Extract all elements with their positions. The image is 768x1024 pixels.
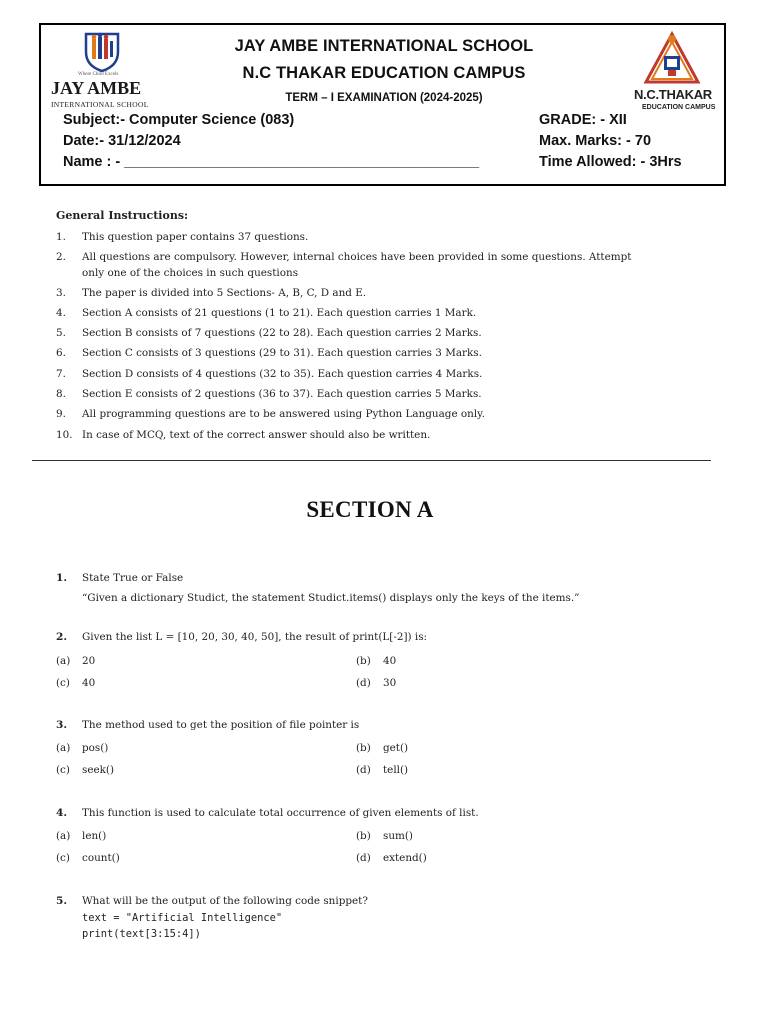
option-text: 40 [383,655,397,667]
logo-subtitle: EDUCATION CAMPUS [642,104,716,111]
option-text: count() [82,852,120,864]
question-text: The method used to get the position of file pointer is [82,719,360,731]
instruction-text: Section B consists of 7 questions (22 to 28). Each question carries 2 Marks. [82,327,482,339]
option-label: (a) [56,830,71,842]
question-text: Given the list L = [10, 20, 30, 40, 50], the result of print(L[-2]) is: [82,631,428,643]
instruction-number: 1. [56,231,66,243]
option-text: get() [383,742,409,754]
exam-term: TERM – I EXAMINATION (2024-2025) [285,92,483,104]
question-text-continued: “Given a dictionary Studict, the statement Studict.items() displays only the keys of the items.” [82,592,580,604]
instruction-number: 10. [56,429,73,441]
divider [32,460,711,461]
option-text: 40 [82,677,96,689]
instruction-text: In case of MCQ, text of the correct answer should also be written. [82,429,431,441]
logo-name: JAY AMBE [51,78,142,98]
max-marks-field: Max. Marks: - 70 [539,133,652,149]
option-text: pos() [82,742,109,754]
campus-name: N.C THAKAR EDUCATION CAMPUS [242,64,526,82]
option-label: (c) [56,677,70,689]
instruction-text: The paper is divided into 5 Sections- A, B, C, D and E. [82,287,367,299]
instruction-number: 6. [56,347,66,359]
instruction-number: 4. [56,307,66,319]
instruction-number: 3. [56,287,66,299]
instruction-text: Section C consists of 3 questions (29 to 31). Each question carries 3 Marks. [82,347,482,359]
option-label: (b) [356,742,371,754]
option-label: (c) [56,852,70,864]
instruction-text: All questions are compulsory. However, internal choices have been provided in some questions. Attempt [82,251,632,263]
instructions-title: General Instructions: [56,209,189,222]
instruction-number: 8. [56,388,66,400]
instruction-text: Section E consists of 2 questions (36 to 37). Each question carries 5 Marks. [82,388,482,400]
option-label: (b) [356,655,371,667]
instruction-text: Section D consists of 4 questions (32 to 35). Each question carries 4 Marks. [82,368,483,380]
logo-subtitle: INTERNATIONAL SCHOOL [51,100,149,109]
instruction-text: Section A consists of 21 questions (1 to 21). Each question carries 1 Mark. [82,307,477,319]
question-number: 1. [56,572,68,584]
option-label: (d) [356,852,371,864]
instruction-number: 2. [56,251,66,263]
option-label: (a) [56,742,71,754]
question-number: 3. [56,719,68,731]
question-number: 2. [56,631,68,643]
instruction-number: 9. [56,408,66,420]
option-text: 20 [82,655,96,667]
time-allowed-field: Time Allowed: - 3Hrs [539,154,682,170]
option-label: (c) [56,764,70,776]
option-label: (d) [356,764,371,776]
question-text: State True or False [82,572,184,584]
option-text: len() [82,830,107,842]
code-line: text = "Artificial Intelligence" [82,912,283,924]
grade-field: GRADE: - XII [539,112,627,128]
subject-field: Subject:- Computer Science (083) [63,112,295,128]
option-label: (a) [56,655,71,667]
instruction-text-continued: only one of the choices in such questions [82,267,299,279]
question-text: This function is used to calculate total occurrence of given elements of list. [82,807,479,819]
question-number: 4. [56,807,68,819]
option-text: seek() [82,764,115,776]
instruction-text: This question paper contains 37 questions. [82,231,309,243]
name-field: Name : - ____________________________________________ [63,154,480,170]
question-text: What will be the output of the following code snippet? [82,895,368,907]
question-number: 5. [56,895,68,907]
option-text: 30 [383,677,397,689]
option-text: sum() [383,830,413,842]
instruction-number: 5. [56,327,66,339]
option-label: (b) [356,830,371,842]
school-name: JAY AMBE INTERNATIONAL SCHOOL [234,37,534,55]
instruction-text: All programming questions are to be answered using Python Language only. [82,408,485,420]
option-text: extend() [383,852,427,864]
option-text: tell() [383,764,409,776]
logo-name: N.C.THAKAR [634,87,712,102]
section-title: SECTION A [306,497,434,522]
option-label: (d) [356,677,371,689]
logo-tagline: Where Child Excels [78,72,119,77]
date-field: Date:- 31/12/2024 [63,133,181,149]
instruction-number: 7. [56,368,66,380]
code-line: print(text[3:15:4]) [82,928,201,940]
